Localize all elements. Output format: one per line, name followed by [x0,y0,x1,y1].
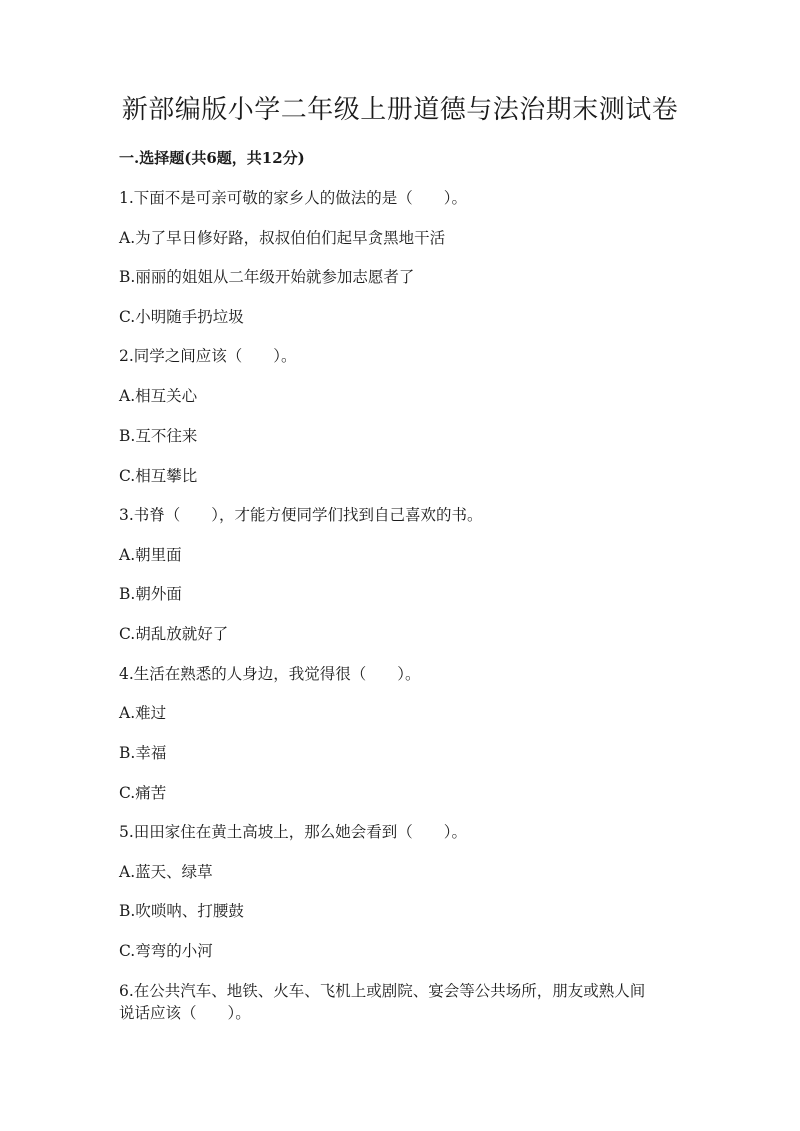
question-3-option-a: A.朝里面 [119,546,182,564]
question-5-option-c: C.弯弯的小河 [119,942,213,960]
question-4-option-c: C.痛苦 [119,784,167,802]
question-1-option-a: A.为了早日修好路，叔叔伯伯们起早贪黑地干活 [119,229,446,247]
question-5-option-b: B.吹唢呐、打腰鼓 [119,902,244,920]
question-2-stem: 2.同学之间应该（ ）。 [119,347,297,365]
question-1-stem: 1.下面不是可亲可敬的家乡人的做法的是（ ）。 [119,189,468,207]
question-4-option-a: A.难过 [119,704,167,722]
question-5-option-a: A.蓝天、绿草 [119,863,213,881]
question-4-stem: 4.生活在熟悉的人身边，我觉得很（ ）。 [119,665,421,683]
page-title: 新部编版小学二年级上册道德与法治期末测试卷 [121,95,679,125]
question-6-stem-line-1: 6.在公共汽车、地铁、火车、飞机上或剧院、宴会等公共场所，朋友或熟人间 [119,982,646,1000]
question-1-option-c: C.小明随手扔垃圾 [119,308,244,326]
section-heading: 一.选择题(共6题，共12分) [119,149,305,167]
question-2-option-c: C.相互攀比 [119,467,198,485]
question-2-option-b: B.互不往来 [119,427,198,445]
question-2-option-a: A.相互关心 [119,387,198,405]
question-1-option-b: B.丽丽的姐姐从二年级开始就参加志愿者了 [119,268,415,286]
question-3-stem: 3.书脊（ ），才能方便同学们找到自己喜欢的书。 [119,506,483,524]
question-6-stem-line-2: 说话应该（ ）。 [119,1004,251,1022]
question-5-stem: 5.田田家住在黄土高坡上，那么她会看到（ ）。 [119,823,468,841]
question-3-option-c: C.胡乱放就好了 [119,625,229,643]
question-3-option-b: B.朝外面 [119,585,182,603]
question-4-option-b: B.幸福 [119,744,167,762]
